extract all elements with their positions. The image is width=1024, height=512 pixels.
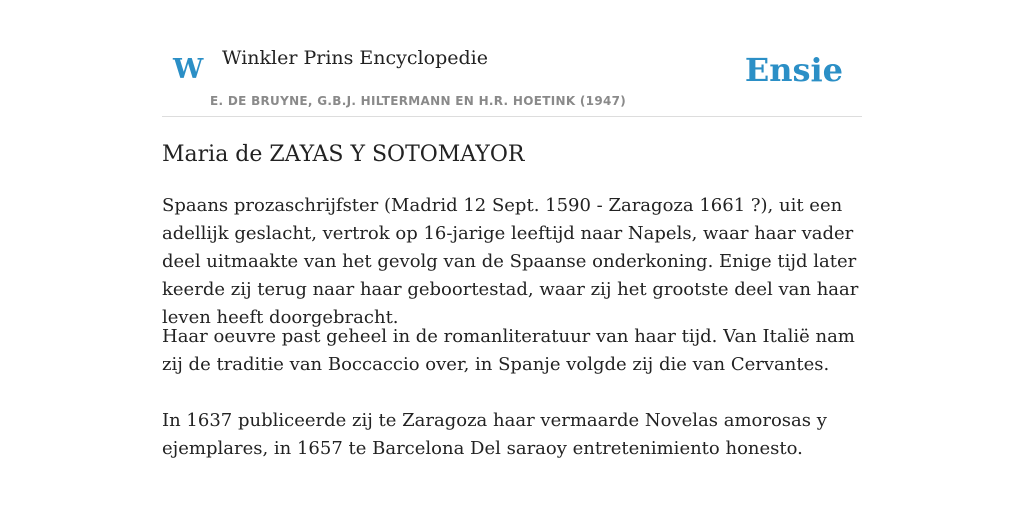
winkler-prins-logo[interactable]: W — [173, 54, 204, 85]
article-paragraph-3: In 1637 publiceerde zij te Zaragoza haar vermaarde Novelas amorosas y ejemplares, in 1657 te Barcelona Del saraoy entretenimiento honesto. — [162, 410, 827, 459]
article-title: Maria de ZAYAS Y SOTOMAYOR — [162, 142, 525, 167]
publication-title[interactable]: Winkler Prins Encyclopedie — [222, 47, 488, 69]
article-paragraph-1: Spaans prozaschrijfster (Madrid 12 Sept. 1590 - Zaragoza 1661 ?), uit een adellijk geslacht, vertrok op 16-jarige leeftijd naar Napels, waar haar vader deel uitmaakte van het gevolg van de Spaanse onderkoning. Enige tijd later keerde zij terug naar haar geboortestad, waar zij het grootste deel van haar leven heeft doorgebracht. — [162, 195, 859, 328]
article-page — [162, 0, 862, 512]
encyclopedia-header — [162, 0, 862, 117]
publication-authors: E. DE BRUYNE, G.B.J. HILTERMANN EN H.R. HOETINK (1947) — [210, 94, 627, 108]
article-paragraph-2: Haar oeuvre past geheel in de romanliteratuur van haar tijd. Van Italië nam zij de traditie van Boccaccio over, in Spanje volgde zij die van Cervantes. — [162, 326, 855, 375]
ensie-brand-logo[interactable]: Ensie — [744, 51, 843, 89]
